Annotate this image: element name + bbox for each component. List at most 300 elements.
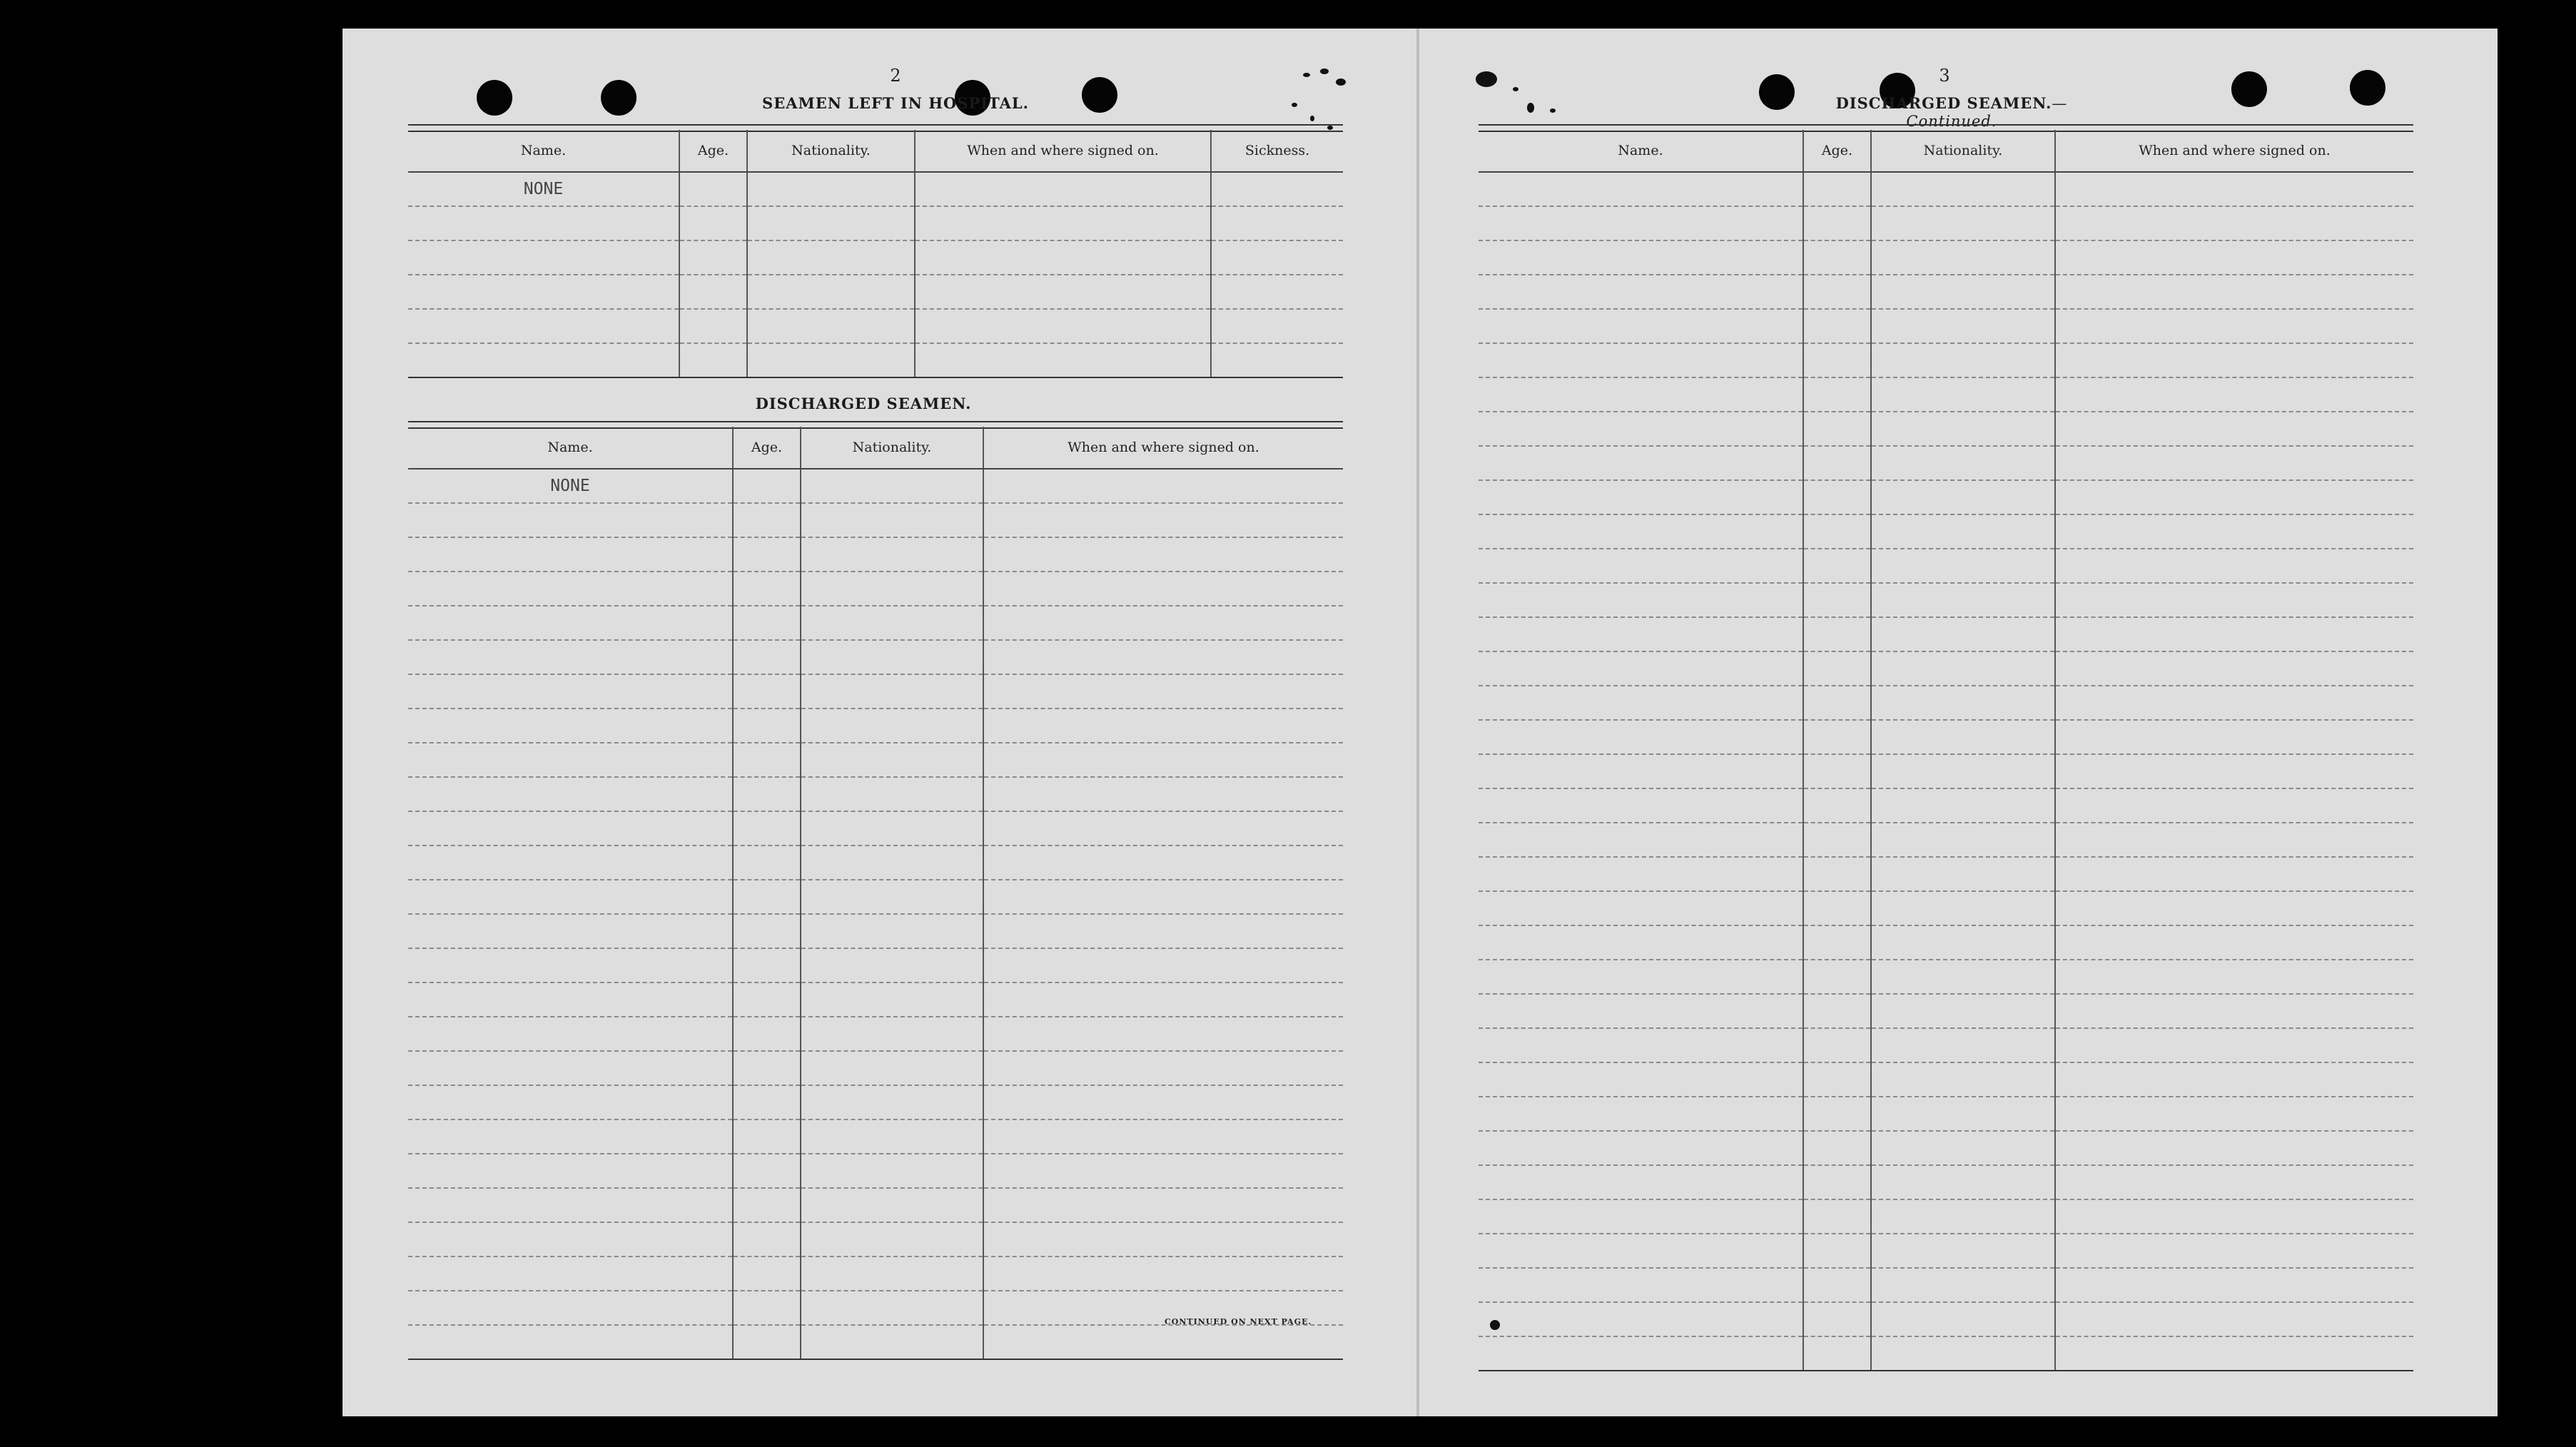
table-cell <box>1871 480 2055 514</box>
table-cell <box>801 880 983 914</box>
table-row <box>408 206 1343 240</box>
table-cell <box>408 1154 733 1188</box>
table-cell <box>733 880 801 914</box>
table-cell <box>1479 1268 1803 1302</box>
table-cell <box>408 537 733 572</box>
table-cell <box>983 1154 1343 1188</box>
table-row <box>1479 514 2413 549</box>
table-cell <box>733 811 801 846</box>
table-row <box>408 572 1343 606</box>
table-cell <box>1211 206 1343 240</box>
table-row <box>408 537 1343 572</box>
table-cell <box>801 709 983 743</box>
section-title-hospital: SEAMEN LEFT IN HOSPITAL. <box>762 94 1029 112</box>
table-cell <box>801 537 983 572</box>
table-cell <box>408 606 733 640</box>
table-row <box>1479 446 2413 480</box>
table-cell <box>2055 1097 2413 1131</box>
table-row <box>1479 891 2413 925</box>
table-cell <box>1479 1097 1803 1131</box>
table-cell <box>408 240 679 275</box>
table-cell <box>1803 514 1871 549</box>
table-cell <box>1479 1336 1803 1371</box>
table-cell <box>408 1256 733 1291</box>
table-cell <box>1871 925 2055 960</box>
column-header: Name. <box>1479 130 1803 172</box>
table-row <box>408 743 1343 777</box>
table-cell <box>1871 309 2055 343</box>
table-cell <box>408 640 733 674</box>
table-row <box>408 983 1343 1017</box>
table-cell <box>733 674 801 709</box>
table-cell <box>679 172 747 206</box>
table-row <box>1479 1234 2413 1268</box>
table-cell <box>1871 206 2055 240</box>
table-cell <box>801 983 983 1017</box>
table-cell <box>408 846 733 880</box>
table-cell <box>1871 891 2055 925</box>
punch-hole <box>2350 70 2385 106</box>
table-cell <box>408 206 679 240</box>
table-cell <box>2055 412 2413 446</box>
table-cell <box>408 743 733 777</box>
table-row <box>1479 583 2413 617</box>
table-cell <box>801 674 983 709</box>
table-cell <box>1479 857 1803 891</box>
table-cell <box>1871 754 2055 788</box>
table-cell <box>2055 686 2413 720</box>
table-row <box>1479 720 2413 754</box>
table-cell <box>915 309 1211 343</box>
table-cell <box>1479 583 1803 617</box>
table-row <box>408 948 1343 983</box>
table-cell <box>1871 412 2055 446</box>
table-row <box>408 914 1343 948</box>
table-row <box>408 1051 1343 1085</box>
table-cell <box>1871 172 2055 206</box>
table-row <box>1479 857 2413 891</box>
table-cell <box>733 469 801 503</box>
table-cell <box>408 1291 733 1325</box>
table-cell <box>2055 1234 2413 1268</box>
table-cell <box>1803 240 1871 275</box>
table-row <box>408 309 1343 343</box>
table-cell <box>1803 377 1871 412</box>
table-cell <box>2055 823 2413 857</box>
table-cell <box>1479 446 1803 480</box>
table-cell <box>1871 446 2055 480</box>
table-cell <box>1479 960 1803 994</box>
table-cell <box>2055 549 2413 583</box>
table-cell <box>983 1222 1343 1256</box>
table-cell <box>747 309 915 343</box>
table-cell <box>915 275 1211 309</box>
table-cell <box>1211 172 1343 206</box>
section-title-discharged: DISCHARGED SEAMEN. <box>755 395 972 412</box>
table-cell <box>733 1119 801 1154</box>
table-cell <box>1803 651 1871 686</box>
table-cell <box>733 572 801 606</box>
table-cell <box>1211 343 1343 377</box>
table-cell <box>1479 1165 1803 1199</box>
table-cell <box>1211 275 1343 309</box>
table-row <box>1479 412 2413 446</box>
ink-speck <box>1527 103 1534 113</box>
table-cell <box>1803 891 1871 925</box>
ink-speck <box>1303 73 1310 77</box>
table-row <box>408 674 1343 709</box>
table-cell <box>1479 1302 1803 1336</box>
table-row <box>1479 788 2413 823</box>
table-cell <box>2055 206 2413 240</box>
table-cell <box>679 309 747 343</box>
table-cell <box>801 503 983 537</box>
table-cell <box>733 1085 801 1119</box>
table-cell <box>2055 1199 2413 1234</box>
table-cell <box>1803 1165 1871 1199</box>
table-cell <box>1803 686 1871 720</box>
ink-speck <box>1550 108 1556 113</box>
table-cell <box>2055 1062 2413 1097</box>
table-cell <box>1479 549 1803 583</box>
table-cell <box>801 1119 983 1154</box>
table-cell <box>733 1256 801 1291</box>
table-cell <box>1871 514 2055 549</box>
table-cell <box>747 240 915 275</box>
table-cell <box>801 948 983 983</box>
table-cell <box>408 777 733 811</box>
table-cell <box>2055 1131 2413 1165</box>
table-cell <box>1803 1199 1871 1234</box>
table-cell <box>801 1188 983 1222</box>
table-cell <box>2055 309 2413 343</box>
table-cell <box>2055 1028 2413 1062</box>
table-cell <box>2055 240 2413 275</box>
table-cell <box>915 240 1211 275</box>
table-cell <box>1803 172 1871 206</box>
table-cell <box>408 572 733 606</box>
table-cell <box>1803 960 1871 994</box>
table-cell <box>1479 823 1803 857</box>
table-row <box>408 172 1343 206</box>
table-cell <box>1871 788 2055 823</box>
table-row <box>1479 994 2413 1028</box>
table-cell <box>733 1291 801 1325</box>
table-cell <box>1803 1234 1871 1268</box>
table-cell <box>1803 446 1871 480</box>
table-cell <box>1871 343 2055 377</box>
table-row <box>408 469 1343 503</box>
table-cell <box>733 1017 801 1051</box>
column-header: Age. <box>733 427 801 469</box>
table-cell <box>801 1222 983 1256</box>
table-cell <box>801 1017 983 1051</box>
table-cell <box>733 640 801 674</box>
table-cell <box>1211 240 1343 275</box>
table-cell <box>408 1222 733 1256</box>
table-cell <box>1479 1131 1803 1165</box>
table-cell <box>733 914 801 948</box>
table-cell <box>2055 651 2413 686</box>
table-cell <box>1871 720 2055 754</box>
table-cell <box>1871 275 2055 309</box>
table-cell <box>983 469 1343 503</box>
table-row <box>1479 1062 2413 1097</box>
table-cell <box>747 275 915 309</box>
table-cell <box>983 880 1343 914</box>
table-cell <box>2055 617 2413 651</box>
table-cell <box>1479 925 1803 960</box>
table-row <box>408 1119 1343 1154</box>
table-cell: NONE <box>408 469 733 503</box>
table-cell <box>983 1085 1343 1119</box>
table-cell <box>733 1188 801 1222</box>
ink-speck <box>1320 68 1329 74</box>
table-cell <box>801 572 983 606</box>
table-cell <box>1479 514 1803 549</box>
table-cell <box>733 948 801 983</box>
table-cell <box>1803 583 1871 617</box>
table-cell <box>2055 275 2413 309</box>
table-cell <box>1479 788 1803 823</box>
table-cell <box>983 1325 1343 1359</box>
table-cell <box>733 777 801 811</box>
table-cell <box>983 1119 1343 1154</box>
table-cell <box>1871 1165 2055 1199</box>
table-cell <box>801 1325 983 1359</box>
hospital-table <box>408 124 1343 413</box>
table-cell <box>1871 1268 2055 1302</box>
table-cell <box>983 503 1343 537</box>
table-cell <box>983 709 1343 743</box>
table-cell <box>1803 275 1871 309</box>
title-continued: —Continued. <box>1906 95 2068 130</box>
table-cell <box>1803 1268 1871 1302</box>
table-row <box>1479 206 2413 240</box>
table-row <box>1479 1336 2413 1371</box>
table-cell <box>2055 377 2413 412</box>
column-header: Name. <box>408 427 733 469</box>
table-cell <box>1803 1062 1871 1097</box>
table-cell <box>915 206 1211 240</box>
punch-hole <box>2231 71 2267 107</box>
table-cell <box>408 343 679 377</box>
table-cell <box>801 1256 983 1291</box>
table-cell: NONE <box>408 172 679 206</box>
table-row <box>408 275 1343 309</box>
document-sheet <box>343 29 2498 1416</box>
table-cell <box>408 880 733 914</box>
table-cell <box>801 469 983 503</box>
table-row <box>408 1154 1343 1188</box>
table-cell <box>1479 240 1803 275</box>
table-cell <box>408 1119 733 1154</box>
table-cell <box>801 1085 983 1119</box>
table-cell <box>801 606 983 640</box>
table-cell <box>408 811 733 846</box>
table-row <box>1479 309 2413 343</box>
table-cell <box>983 948 1343 983</box>
table-cell <box>1871 1302 2055 1336</box>
table-cell <box>2055 480 2413 514</box>
table-row <box>1479 377 2413 412</box>
table-row <box>408 640 1343 674</box>
table-cell <box>1803 823 1871 857</box>
page-number: 3 <box>1939 66 1950 86</box>
continued-note: CONTINUED ON NEXT PAGE. <box>1165 1317 1312 1326</box>
punch-hole <box>1082 77 1117 113</box>
table-cell <box>2055 720 2413 754</box>
table-cell <box>1479 343 1803 377</box>
table-cell <box>1803 617 1871 651</box>
table-row <box>1479 480 2413 514</box>
table-row <box>1479 651 2413 686</box>
page-number: 2 <box>890 66 901 86</box>
table-cell <box>983 811 1343 846</box>
table-row <box>1479 1199 2413 1234</box>
table-cell <box>1479 309 1803 343</box>
table-row <box>1479 1165 2413 1199</box>
table-cell <box>1479 891 1803 925</box>
table-cell <box>1871 823 2055 857</box>
table-cell <box>983 537 1343 572</box>
table-cell <box>408 1017 733 1051</box>
table-cell <box>733 606 801 640</box>
table-row <box>408 811 1343 846</box>
table-cell <box>733 1154 801 1188</box>
table-cell <box>2055 1165 2413 1199</box>
table-cell <box>2055 857 2413 891</box>
table-cell <box>1871 960 2055 994</box>
table-row <box>408 240 1343 275</box>
table-cell <box>1211 309 1343 343</box>
table-cell <box>1479 686 1803 720</box>
table-cell <box>2055 583 2413 617</box>
table-cell <box>1803 1131 1871 1165</box>
table-cell <box>2055 925 2413 960</box>
table-cell <box>983 777 1343 811</box>
table-cell <box>983 983 1343 1017</box>
table-cell <box>733 1222 801 1256</box>
ink-speck <box>1292 103 1297 107</box>
table-cell <box>1803 857 1871 891</box>
table-cell <box>733 709 801 743</box>
table-cell <box>408 275 679 309</box>
table-cell <box>1871 1336 2055 1371</box>
table-cell <box>983 1188 1343 1222</box>
table-cell <box>1871 1234 2055 1268</box>
table-cell <box>679 206 747 240</box>
table-row <box>408 343 1343 377</box>
punch-hole <box>477 80 512 116</box>
table-row <box>1479 1028 2413 1062</box>
column-header: When and where signed on. <box>915 130 1211 172</box>
column-header: Age. <box>1803 130 1871 172</box>
table-cell <box>2055 994 2413 1028</box>
table-row <box>1479 1131 2413 1165</box>
table-cell <box>1803 309 1871 343</box>
table-row <box>1479 1097 2413 1131</box>
table-cell <box>408 1085 733 1119</box>
table-cell <box>1803 994 1871 1028</box>
table-cell <box>1871 549 2055 583</box>
table-cell <box>1871 651 2055 686</box>
table-cell <box>408 709 733 743</box>
table-row <box>408 1325 1343 1359</box>
table-cell <box>1479 172 1803 206</box>
table-cell <box>679 240 747 275</box>
table-cell <box>915 172 1211 206</box>
table-cell <box>1871 857 2055 891</box>
table-cell <box>408 1051 733 1085</box>
table-cell <box>733 1051 801 1085</box>
column-header: When and where signed on. <box>983 427 1343 469</box>
table-cell <box>1803 549 1871 583</box>
table-cell <box>733 983 801 1017</box>
table-cell <box>2055 1268 2413 1302</box>
table-cell <box>747 206 915 240</box>
table-row <box>1479 1268 2413 1302</box>
table-cell <box>1871 617 2055 651</box>
table-row <box>408 1188 1343 1222</box>
table-row <box>408 503 1343 537</box>
table-cell <box>1479 720 1803 754</box>
table-cell <box>1803 1336 1871 1371</box>
table-cell <box>747 343 915 377</box>
table-cell <box>915 343 1211 377</box>
ink-speck <box>1336 78 1346 86</box>
table-cell <box>1479 1028 1803 1062</box>
table-cell <box>1479 480 1803 514</box>
table-cell <box>983 1017 1343 1051</box>
table-cell <box>747 172 915 206</box>
table-cell <box>801 1051 983 1085</box>
table-cell <box>408 309 679 343</box>
table-cell <box>2055 1336 2413 1371</box>
table-row <box>1479 240 2413 275</box>
table-row <box>408 1222 1343 1256</box>
table-cell <box>983 640 1343 674</box>
column-header: Age. <box>679 130 747 172</box>
discharged-continued-table <box>1479 124 2413 1341</box>
table-cell <box>801 777 983 811</box>
table-cell <box>983 1051 1343 1085</box>
table-cell <box>1871 583 2055 617</box>
table-cell <box>1803 925 1871 960</box>
table-row <box>1479 686 2413 720</box>
table-cell <box>1803 206 1871 240</box>
table-cell <box>1479 1234 1803 1268</box>
table-row <box>1479 549 2413 583</box>
table-cell <box>1479 651 1803 686</box>
table-cell <box>408 983 733 1017</box>
table-cell <box>801 846 983 880</box>
table-row <box>1479 1302 2413 1336</box>
table-cell <box>983 914 1343 948</box>
table-cell <box>801 914 983 948</box>
table-cell <box>2055 343 2413 377</box>
table-cell <box>679 343 747 377</box>
table-cell <box>1479 377 1803 412</box>
ink-speck <box>1310 116 1314 121</box>
table-cell <box>733 503 801 537</box>
table-cell <box>1479 206 1803 240</box>
table-cell <box>1871 994 2055 1028</box>
table-cell <box>983 674 1343 709</box>
table-cell <box>1479 1062 1803 1097</box>
column-header: Name. <box>408 130 679 172</box>
table-cell <box>408 914 733 948</box>
